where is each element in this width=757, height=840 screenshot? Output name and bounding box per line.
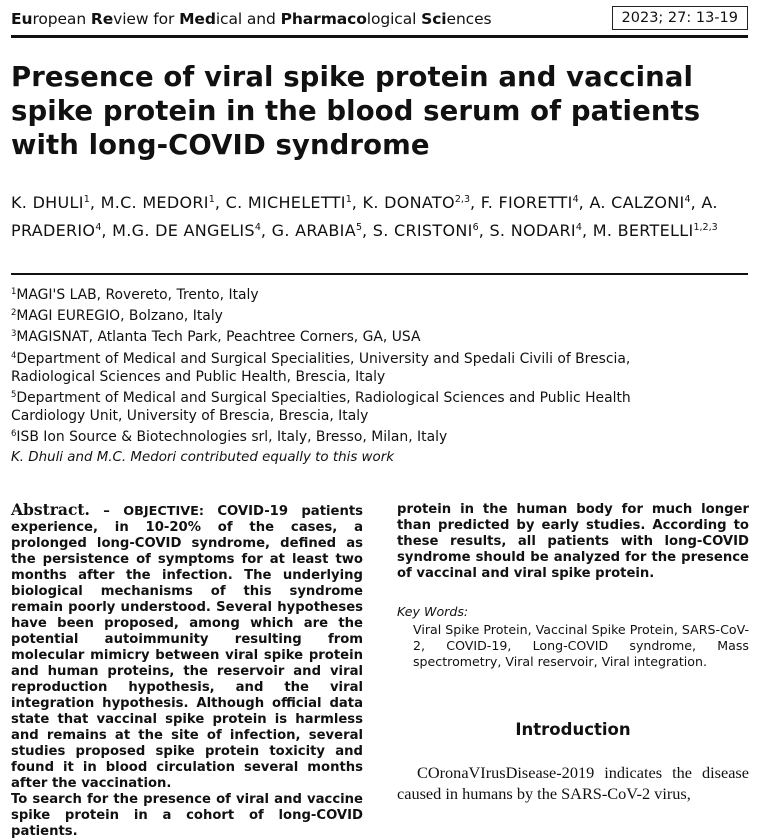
abstract-heading: Abstract. <box>11 500 90 519</box>
affiliation-number: 3 <box>11 329 17 340</box>
journal-name-part: view for <box>113 10 180 28</box>
affiliation-line <box>11 407 751 425</box>
author-name: K. DHULI <box>11 193 84 212</box>
affiliation-list <box>11 283 751 447</box>
abstract-column <box>11 502 363 840</box>
affiliation-line <box>11 325 751 346</box>
journal-name-part: ropean <box>32 10 91 28</box>
author-name: S. CRISTONI <box>372 221 473 240</box>
introduction-heading: Introduction <box>515 720 631 739</box>
affiliation-line <box>11 304 751 325</box>
affiliation-number: 6 <box>11 429 17 440</box>
author-affiliation-mark: 1,2,3 <box>693 222 718 233</box>
journal-name-part: Eu <box>11 10 33 28</box>
author-affiliation-mark: 4 <box>254 222 261 233</box>
author-name: A. CALZONI <box>589 193 685 212</box>
keywords-heading: Key Words: <box>397 604 469 619</box>
contribution-note: K. Dhuli and M.C. Medori contributed equally to this work <box>11 450 394 465</box>
affiliation-number: 5 <box>11 390 17 401</box>
affiliation-text: Cardiology Unit, University of Brescia, Brescia, Italy <box>11 408 369 425</box>
author <box>101 193 215 212</box>
author-name: G. ARABIA <box>271 221 356 240</box>
header-rule <box>11 35 748 38</box>
article-title: Presence of viral spike protein and vaccinal spike protein in the blood serum of patients with long-COVID syndrome <box>11 61 701 161</box>
keywords-text: Viral Spike Protein, Vaccinal Spike Protein, SARS-CoV-2, COVID-19, Long-COVID syndrome, Mass spectrometry, Viral reservoir, Viral integration. <box>413 622 749 669</box>
author-affiliation-mark: 1 <box>208 194 215 205</box>
author-affiliation-mark: 4 <box>575 222 582 233</box>
journal-name-part: Sci <box>421 10 447 28</box>
affiliation-text: Department of Medical and Surgical Specialities, University and Spedali Civili of Brescia, <box>16 350 631 367</box>
affiliation-line <box>11 425 751 446</box>
affiliation-line <box>11 283 751 304</box>
affiliation-number: 2 <box>11 308 17 319</box>
affiliation-text: MAGI'S LAB, Rovereto, Trento, Italy <box>16 287 259 303</box>
introduction-text: COronaVIrusDisease-2019 indicates the disease caused in humans by the SARS-CoV-2 virus, <box>397 763 749 803</box>
author-name: K. DONATO <box>362 193 455 212</box>
journal-name-part: ences <box>446 10 492 28</box>
author <box>481 193 579 212</box>
journal-name-part: logical <box>366 10 422 28</box>
author-name: C. MICHELETTI <box>225 193 346 212</box>
author-affiliation-mark: 4 <box>572 194 579 205</box>
citation-box: 2023; 27: 13-19 <box>612 6 748 30</box>
author-affiliation-mark: 4 <box>684 194 691 205</box>
journal-name-part: ical and <box>215 10 281 28</box>
abstract-dash: – <box>89 504 124 519</box>
affiliation-line <box>11 386 751 407</box>
affiliation-text: Department of Medical and Surgical Specialties, Radiological Sciences and Public Health <box>16 390 631 407</box>
author <box>11 193 90 212</box>
author-list: K. DHULI$^1$, M.C. MEDORI$^1$, C. MICHELETTI$^1$, K. DONATO$^{2,3}$, F. FIORETTI$^4$, A. CALZONI$^4$, A. PRADERIO$^4$, M.G. DE ANGELIS$^4$, G. ARABIA$^5$, S. CRISTONI$^6$, S. NODARI$^4$, M. BERTELLI$^{1,2,3}$ <box>11 193 718 240</box>
affiliation-number: 1 <box>11 287 17 297</box>
author <box>593 221 718 240</box>
journal-name-part: Re <box>90 10 114 28</box>
author-affiliation-mark: 6 <box>472 222 479 233</box>
author-name: A. PRADERIO <box>11 193 718 240</box>
author <box>272 221 362 240</box>
author <box>112 221 261 240</box>
affiliation-text: MAGISNAT, Atlanta Tech Park, Peachtree Corners, GA, USA <box>16 329 421 346</box>
objective-label: OBJECTIVE: <box>123 504 205 519</box>
journal-name-part: Pharmaco <box>280 10 367 28</box>
author-affiliation-mark: 4 <box>95 222 102 233</box>
author <box>363 193 470 212</box>
section-rule <box>11 273 748 275</box>
author <box>589 193 690 212</box>
author-affiliation-mark: 1 <box>345 194 352 205</box>
author <box>373 221 479 240</box>
author <box>489 221 581 240</box>
abstract-continuation: protein in the human body for much longer than predicted by early studies. According to these results, all patients with long-COVID syndrome should be analyzed for the presence of vaccinal and viral spike protein. <box>397 502 749 581</box>
author-affiliation-mark: 5 <box>355 222 362 233</box>
author-name: S. NODARI <box>489 221 576 240</box>
affiliation-line <box>11 368 751 386</box>
abstract-paragraph: COVID-19 patients experience, in 10-20% of the cases, a prolonged long-COVID syndrome, defined as the persistence of symptoms for at least two months after the infection. The underlying biological mechanisms of this syndrome remain poorly understood. Several hypotheses have been proposed, among which are the potential autoimmunity resulting from molecular mimicry between viral spike protein and human proteins, the reservoir and viral reproduction hypothesis, and the viral integration hypothesis. Although official data state that vaccinal spike protein is harmless and remains at the site of infection, several studies proposed spike protein toxicity and found it in blood circulation several months after the vaccination. <box>11 504 364 791</box>
affiliation-number: 4 <box>11 350 17 361</box>
abstract-paragraph-2: To search for the presence of viral and vaccine spike protein in a cohort of long-COVID patients. <box>11 792 363 839</box>
author-name: M.C. MEDORI <box>100 193 209 212</box>
affiliation-text: ISB Ion Source & Biotechnologies srl, Italy, Bresso, Milan, Italy <box>16 429 448 446</box>
author-name: M. BERTELLI <box>592 221 694 240</box>
author-name: M.G. DE ANGELIS <box>112 221 255 240</box>
affiliation-line <box>11 347 751 368</box>
journal-name <box>11 10 492 28</box>
author-name: F. FIORETTI <box>480 193 573 212</box>
affiliation-text: MAGI EUREGIO, Bolzano, Italy <box>16 308 223 325</box>
author <box>226 193 352 212</box>
author-affiliation-mark: 2,3 <box>454 194 470 205</box>
affiliation-text: Radiological Sciences and Public Health, Brescia, Italy <box>11 368 386 385</box>
journal-name-part: Med <box>179 10 216 28</box>
author-affiliation-mark: 1 <box>83 194 90 205</box>
